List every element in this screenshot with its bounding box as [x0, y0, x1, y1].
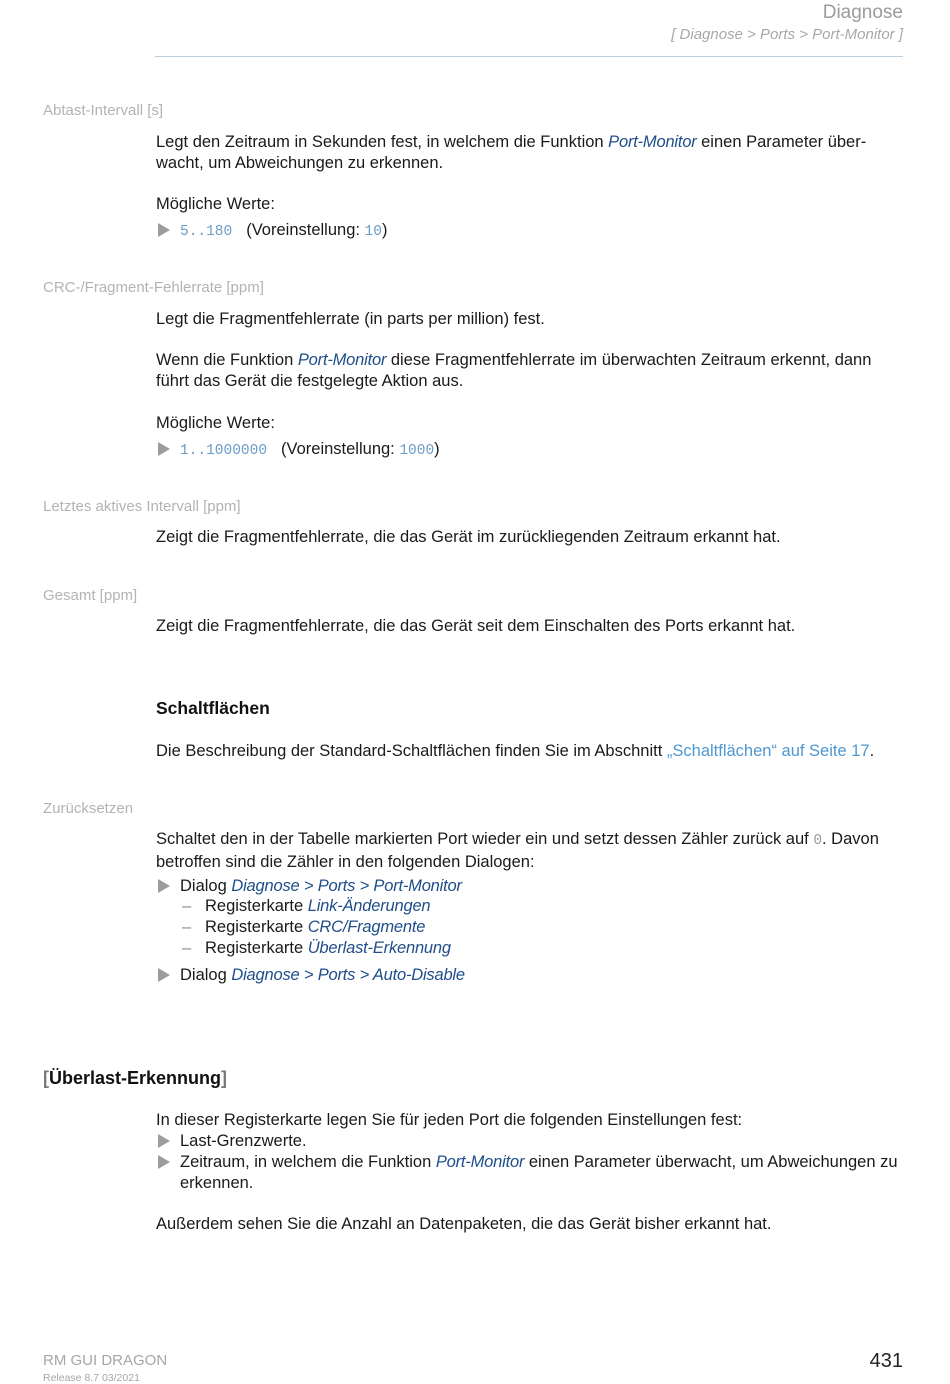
abtast-default: 10: [364, 224, 382, 240]
page-number: 431: [869, 1350, 903, 1372]
port-monitor-link[interactable]: Port-Monitor: [297, 351, 387, 369]
bullet-triangle-icon: [158, 223, 170, 237]
zuruecksetzen-description: Schaltet den in der Tabelle markierten Port wieder ein und setzt dessen Zähler zurück auf 0. Davon betroffen sind die Zähler in den folgenden Dialogen:: [156, 830, 879, 871]
param-label-gesamt: Gesamt [ppm]: [43, 587, 138, 604]
dialog-link-port-monitor[interactable]: Diagnose > Ports > Port-Monitor: [231, 877, 462, 895]
dash-marker: –: [182, 918, 192, 936]
bullet-triangle-icon: [158, 1155, 170, 1169]
param-label-abtast-intervall: Abtast-Intervall [s]: [43, 102, 164, 119]
header-divider: [155, 56, 903, 57]
dash-marker: –: [182, 897, 192, 915]
footer-document-name: RM GUI DRAGON: [43, 1352, 168, 1369]
param-label-zuruecksetzen: Zurücksetzen: [43, 800, 134, 817]
crc-description-2: Wenn die Funktion Port-Monitor diese Fragmentfehlerrate im überwachten Zeitraum erkennt, dann führt das Gerät die festgelegte Aktion aus.: [156, 351, 872, 390]
sublist-item-link-aenderungen: Registerkarte Link-Änderungen: [205, 897, 431, 915]
bullet-triangle-icon: [158, 442, 170, 456]
abtast-values-label: Mögliche Werte:: [156, 195, 275, 213]
ueberlast-intro: In dieser Registerkarte legen Sie für jeden Port die folgenden Einstellungen fest:: [156, 1111, 743, 1129]
sublist-item-crc-fragmente: Registerkarte CRC/Fragmente: [205, 918, 426, 936]
gesamt-description: Zeigt die Fragmentfehlerrate, die das Gerät seit dem Einschalten des Ports erkannt hat.: [156, 617, 796, 635]
abtast-values-item: 5..180 (Voreinstellung: 10): [180, 221, 388, 240]
bullet-triangle-icon: [158, 879, 170, 893]
section-heading-schaltflaechen: Schaltflächen: [156, 698, 270, 718]
dialog-link-auto-disable[interactable]: Diagnose > Ports > Auto-Disable: [231, 966, 465, 984]
abtast-range: 5..180: [180, 224, 233, 240]
footer-release: Release 8.7 03/2021: [43, 1372, 140, 1384]
section-heading-ueberlast-erkennung: [Überlast-Erkennung]: [43, 1068, 228, 1088]
list-item-dialog-port-monitor: Dialog Diagnose > Ports > Port-Monitor: [180, 877, 462, 895]
dash-marker: –: [182, 939, 192, 957]
param-label-crc-fehlerrate: CRC-/Fragment-Fehlerrate [ppm]: [43, 279, 264, 296]
tab-link-crc-fragmente[interactable]: CRC/Fragmente: [307, 918, 426, 936]
tab-link-ueberlast-erkennung[interactable]: Überlast-Erkennung: [307, 939, 451, 957]
crc-default: 1000: [399, 443, 435, 459]
list-item-zeitraum: Zeitraum, in welchem die Funktion Port-Monitor einen Parameter überwacht, um Abweichungen zu erkennen.: [180, 1153, 898, 1192]
param-label-letztes-intervall: Letztes aktives Intervall [ppm]: [43, 498, 241, 515]
breadcrumb: [ Diagnose > Ports > Port-Monitor ]: [671, 26, 903, 43]
schaltflaechen-description: Die Beschreibung der Standard-Schaltflächen finden Sie im Abschnitt „Schaltflächen“ auf Seite 17.: [156, 742, 875, 760]
page-header-title: Diagnose: [822, 2, 903, 23]
list-item-dialog-auto-disable: Dialog Diagnose > Ports > Auto-Disable: [180, 966, 465, 984]
tab-link-aenderungen[interactable]: Link-Änderungen: [307, 897, 431, 915]
sublist-item-ueberlast-erkennung: Registerkarte Überlast-Erkennung: [205, 939, 451, 957]
list-item-last-grenzwerte: Last-Grenzwerte.: [180, 1132, 307, 1150]
crc-values-item: 1..1000000 (Voreinstellung: 1000): [180, 440, 440, 459]
bullet-triangle-icon: [158, 1134, 170, 1148]
crc-description-1: Legt die Fragmentfehlerrate (in parts per million) fest.: [156, 310, 545, 328]
crc-range: 1..1000000: [180, 443, 268, 459]
port-monitor-link[interactable]: Port-Monitor: [608, 133, 697, 151]
letztes-description: Zeigt die Fragmentfehlerrate, die das Gerät im zurückliegenden Zeitraum erkannt hat.: [156, 528, 781, 546]
port-monitor-link[interactable]: Port-Monitor: [435, 1153, 525, 1171]
ueberlast-outro: Außerdem sehen Sie die Anzahl an Datenpaketen, die das Gerät bisher erkannt hat.: [156, 1215, 772, 1233]
bullet-triangle-icon: [158, 968, 170, 982]
crc-values-label: Mögliche Werte:: [156, 414, 275, 432]
abtast-description: Legt den Zeitraum in Sekunden fest, in welchem die Funktion Port-Monitor einen Parameter über- wacht, um Abweichungen zu erkennen.: [156, 133, 867, 172]
cross-reference-link[interactable]: „Schaltflächen“ auf Seite 17: [666, 742, 870, 760]
